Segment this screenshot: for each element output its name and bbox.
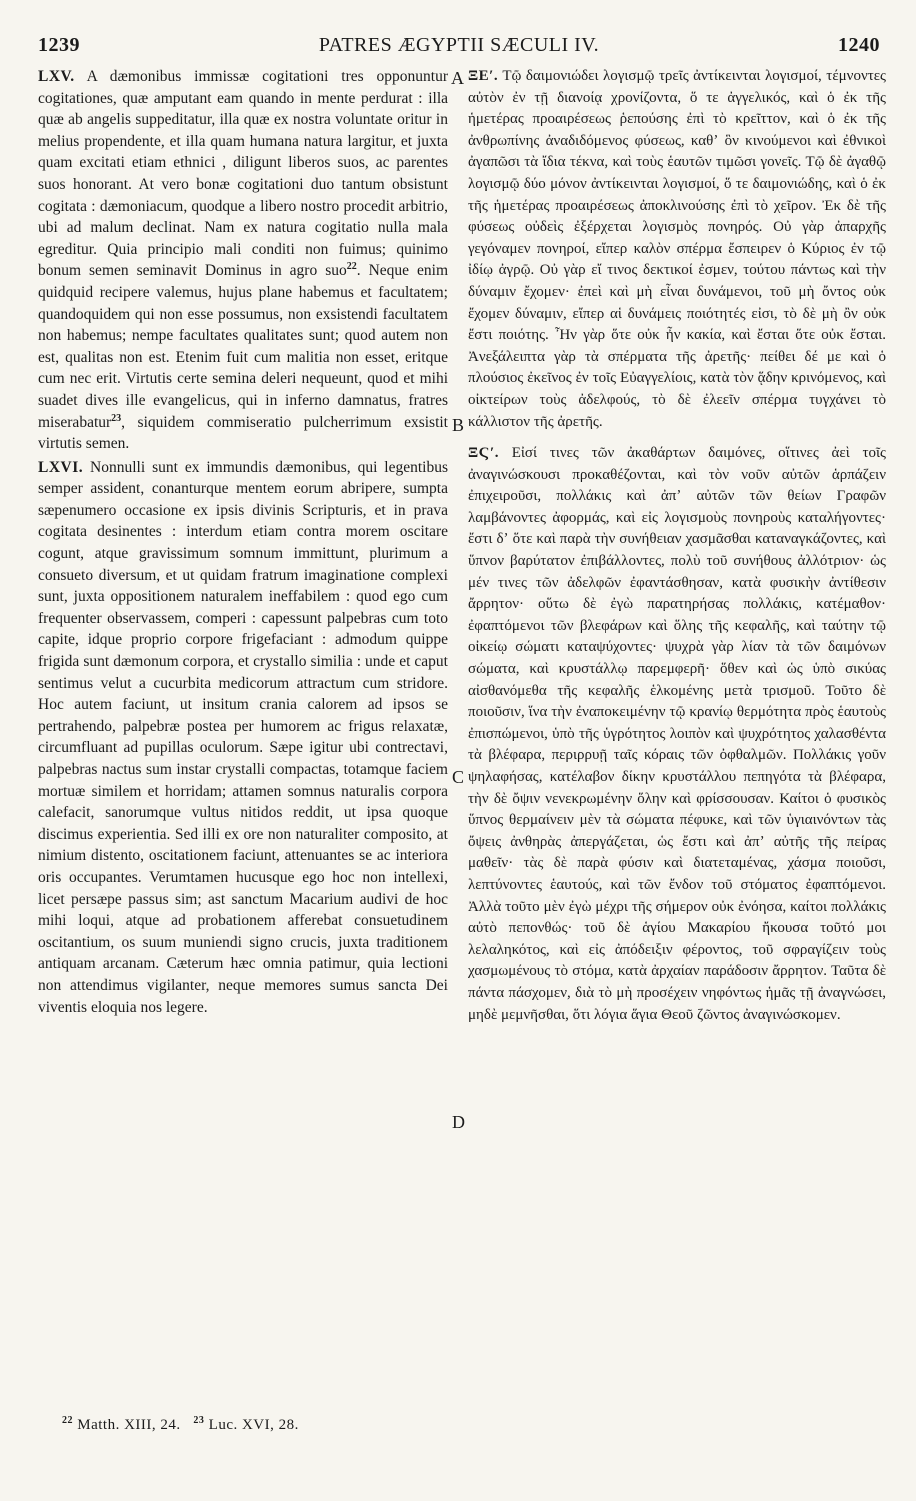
section-marker-d: D [452,1112,465,1132]
paragraph-text: Εἰσί τινες τῶν ἀκαθάρτων δαιμόνες, οἵτινες ἀεὶ τοῖς ἀναγινώσκουσι προκαθέζονται, καὶ τὸν νοῦν αὐτῶν ἁρπάζειν ἐπιχειροῦσι, πολλάκις καὶ ἀπʼ αὐτῶν τῶν θείων Γραφῶν λαμβάνοντες ἀφορμάς, καὶ εἰς λογισμοὺς πονηροὺς καταλήγοντες· ἔστι δʼ ὅτε καὶ παρὰ τὴν συνήθειαν χασμᾶσθαι καταναγκάζοντες, καὶ ὕπνον βαρύτατον ἐπιβάλλοντες, πολὺ τοῦ συνήθους ἀλλότριον· ὡς μέν τινες τῶν ἀδελφῶν ἐφαντάσθησαν, κατὰ φυσικὴν ἀντίθεσιν ἄρρητον· οὕτω δὲ ἐγὼ παρατηρήσας πολλάκις, κατέμαθον· ἐφαπτόμενοι τῶν βλεφάρων καὶ ὅλης τῆς κεφαλῆς, καὶ ταύτην τῷ οἰκείῳ σώματι καταψύχοντες· ψυχρὰ γὰρ λίαν τὰ τῶν δαιμόνων σώματα, καὶ κρυστάλλῳ παρεμφερῆ· ὅθεν καὶ ὡς ὑπὸ σικύας αἰσθανόμεθα τῆς κεφαλῆς ἑλκομένης μετὰ τρισμοῦ. Τοῦτο δὲ ποιοῦσιν, ἵνα τὴν ἐναποκειμένην τῷ κρανίῳ θερμότητα πρὸς ἑαυτοὺς ἐπισπώμενοι, ὑπὸ τῆς ὑγρότητος λοιπὸν καὶ ψυχρότητος χαλασθέντα τὰ βλέφαρα, περιρρυῇ ταῖς κόραις τῶν ὀφθαλμῶν. Πολλάκις γοῦν ψηλαφήσας, κατέλαβον δίκην κρυστάλλου πεπηγότα τὰ βλέφαρα, τὴν δὲ ὄψιν νενεκρωμένην ὅλην καὶ φρίσσουσαν. Καίτοι ὁ φυσικὸς ὕπνος θερμαίνειν μὲν τὰ σώματα πέφυκε, καὶ τῶν ὑγιαινόντων τὰς ὄψεις ἀνθηρὰς ἀπεργάζεται, ὡς ἔστι καὶ ἀπʼ αὐτῆς τῆς πείρας μαθεῖν· τὰς δὲ παρὰ φύσιν καὶ διατεταμένας, χάσμα ποιοῦσι, λεπτύνοντες ἑαυτούς, καὶ τῶν ἔνδον τοῦ στόματος ἐφαπτόμενοι. Ἀλλὰ τοῦτο μὲν ἐγὼ μέχρι τῆς σήμερον οὐκ ἐνόησα, καίτοι πολλάκις αὐτὸ πεπονθώς· τοῦ δὲ ἁγίου Μακαρίου ἤκουσα τοῦτό μοι λελαληκότος, καὶ εἰς ἀπόδειξιν φέροντος, τοῦ σφραγίζειν τοὺς χασμωμένους τὸ στόμα, κατὰ ἀρχαίαν παράδοσιν ἄρρητον. Ταῦτα δὲ πάντα πάσχομεν, διὰ τὸ μὴ προσέχειν νηφόντως ἡμᾶς τῇ ἀναγνώσει, μηδὲ μεμνῆσθαι, ὅτι λόγια ἅγια Θεοῦ ζῶντος ἀναγινώσκομεν. [468,445,886,1023]
running-title: PATRES ÆGYPTII SÆCULI IV. [318,34,600,56]
paragraph-text: . Neque enim quidquid recipere valemus, hujus plane habemus et facultatem; quandoquidem qui non esse possumus, non exsistendi facultatem non habemus; nempe facultates qualitates sunt; quod autem non est, qualitas non est. Etenim fuit cum malitia non esset, eritque cum nec erit. Virtutis certe semina deleri nequeunt, quod et mihi suadet dives ille evangelicus, qui in inferno damnatus, fratres miserabatur [38,262,448,431]
latin-chapter-65 [38,66,448,455]
chapter-number: LXVI. [38,458,84,476]
footnote-mark: 23 [193,1415,205,1426]
chapter-number: ΞϚʹ. [468,445,499,462]
latin-chapter-66 [38,457,448,1018]
footnote-reference: 22 [346,261,357,273]
footnotes [62,1415,462,1434]
latin-column [38,66,448,1018]
section-marker-a: A [451,68,464,88]
section-marker-c: C [452,767,465,787]
footnote-text: Luc. XVI, 28. [208,1417,299,1433]
footnote-text: Matth. XIII, 24. [77,1417,181,1433]
chapter-number: LXV. [38,68,75,85]
greek-chapter-65 [468,66,886,433]
paragraph-text: Τῷ δαιμονιώδει λογισμῷ τρεῖς ἀντίκεινται λογισμοί, τέμνοντες αὐτὸν ἐν τῇ διανοίᾳ χρονίζοντα, ὅ τε ἀγγελικός, καὶ ὁ ἐκ τῆς ἡμετέρας προαιρέσεως ῥεπούσης ἐπὶ τὸ κρεῖττον, καὶ ὁ ἐκ τῆς ἀνθρωπίνης ἀναδιδόμενος φύσεως, καθʼ ὃν κινούμενοι καὶ ἐθνικοὶ ἀγαπῶσι τὰ ἴδια τέκνα, καὶ τοὺς ἑαυτῶν τιμῶσι γονεῖς. Τῷ δὲ ἀγαθῷ λογισμῷ δύο μόνον ἀντίκεινται λογισμοί, ὅ τε δαιμονιώδης, καὶ ὁ ἐκ τῆς ἡμετέρας προαιρέσεως ἀποκλινούσης ἐπὶ τὸ χεῖρον. Ἐκ δὲ τῆς φύσεως οὐδεὶς ἐξέρχεται λογισμὸς πονηρός. Οὐ γὰρ ἀπαρχῆς γεγόναμεν πονηροί, εἴπερ καλὸν σπέρμα ἔσπειρεν ὁ Κύριος ἐν τῷ ἰδίῳ ἀγρῷ. Οὐ γὰρ εἴ τινος δεκτικοί ἐσμεν, τούτου πάντως καὶ τὴν δύναμιν ἔχομεν· ἐπεὶ καὶ μὴ εἶναι δυνάμενοι, τοῦ μὴ ὄντος οὐκ ἔχομεν δύναμιν, εἴπερ αἱ δυνάμεις ποιότητές εἰσι, τὸ δὲ μὴ ὂν οὐκ ἔστι ποιότης. Ἦν γὰρ ὅτε οὐκ ἦν κακία, καὶ ἔσται ὅτε οὐκ ἔσται. Ἀνεξάλειπτα γὰρ τὰ σπέρματα τῆς ἀρετῆς· πείθει δέ με καὶ ὁ πλούσιος ἐκεῖνος ἐν τοῖς Εὐαγγελίοις, κατὰ τὸν ᾅδην κρινόμενος, καὶ οἰκτείρων τοὺς ἀδελφούς, τὸ δὲ ἐλεεῖν σπέρμα τυγχάνει τὸ κάλλιστον τῆς ἀρετῆς. [468,68,886,430]
chapter-number: ΞΕʹ. [468,68,499,84]
running-header [38,34,880,58]
greek-chapter-66 [468,443,886,1026]
column-number-right: 1240 [838,34,880,56]
paragraph-text: Nonnulli sunt ex immundis dæmonibus, qui legentibus semper assident, conanturque mentem eorum abripere, sumpta sæpenumero occasione ex ipsis divinis Scripturis, et in prava cogitata desinentes : interdum etiam contra morem oscitare cogunt, atque gravissimum somnum immittunt, plurimum a consueto diversum, et ut quidam fratrum imaginatione complexi sunt, juxta oppositionem naturalem ineffabilem : quod ego cum frequenter observassem, comperi : capessunt palpebras cum toto capite, idque proprio corpore frigefaciant : admodum quippe frigida sunt dæmonum corpora, et crystallo similia : unde et caput sentimus velut a cucurbita medicorum attractum cum stridore. Hoc autem faciunt, ut insitum crania calorem ad ipsos se pertrahendo, palpebræ postea per humorem ac frigus relaxatæ, circumfluant ad pupillas oculorum. Sæpe igitur ubi contrectavi, palpebras nactus sum instar crystalli compactas, totamque faciem mortuæ similem et horridam; attamen somnus naturalis corpora calefacit, sanorumque vultus nitidos reddit, ut ipsa quoque discimus experientia. Sed illi ex ore non naturaliter composito, at nimium distento, oscitationem faciunt, attenuantes se ac interiora oris occupantes. Verumtamen hucusque ego hoc non intellexi, licet persæpe passus sim; ast sanctum Macarium audivi de hoc mihi loqui, atque ad probationem afferebat consuetudinem oscitantium, os suum muniendi signo crucis, juxta traditionem antiquam arcanam. Cæterum hæc omnia patimur, quia lectioni non attendimus vigilanter, neque memores sumus sancta Dei viventis eloquia nos legere. [38,458,448,1016]
column-number-left: 1239 [38,34,80,56]
paragraph-text: A dæmonibus immissæ cogitationi tres opponuntur cogitationes, quæ amputant eam quando in mente perdurat : illa quæ ab angelis suppeditatur, illa quæ ex nostra voluntate oritur in melius propendente, et illa quam humana natura largitur, et juxta quam excitati etiam ethnici , diligunt liberos suos, ac parentes suos honorant. At vero bonæ cogitationi duo tantum obsistunt cogitata : dæmoniacum, quodque a libero nostro procedit arbitrio, ubi ad malum declinat. Nam ex natura cogitatio nulla mala egreditur. Quia principio mali conditi non fuimus; quinimo bonum semen seminavit Dominus in agro suo [38,68,448,280]
footnote-reference: 23 [111,412,122,424]
footnote-mark: 22 [62,1415,73,1426]
section-marker-b: B [452,415,465,435]
paragraph-text: , siquidem commiseratio pulcherrimum exsistit virtutis semen. [38,413,448,453]
greek-column [468,66,886,1026]
